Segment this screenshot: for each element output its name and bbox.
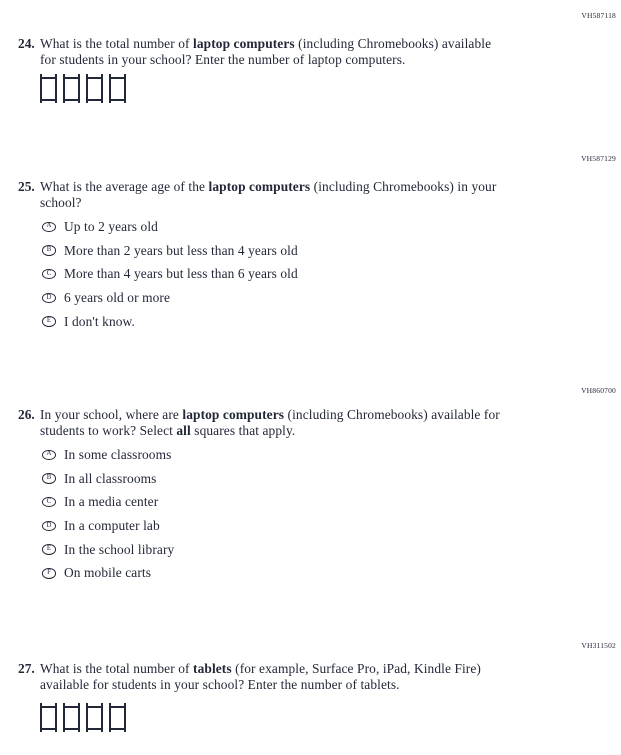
question-code: VH311502 (581, 641, 616, 650)
question-text (40, 661, 481, 692)
option-bubble-a[interactable] (42, 450, 56, 461)
option-bubble-f[interactable] (42, 568, 56, 579)
option-row (42, 443, 174, 467)
question-code: VH587118 (581, 11, 616, 20)
option-letter: E (46, 545, 52, 553)
option-letter: D (46, 521, 52, 529)
question-text (40, 36, 491, 67)
option-label: 6 years old or more (64, 290, 171, 306)
option-list (42, 215, 298, 333)
digit-entry-box[interactable] (86, 703, 103, 732)
digit-entry-box[interactable] (109, 703, 126, 732)
digit-entry-box[interactable] (63, 703, 80, 732)
option-bubble-a[interactable] (42, 222, 56, 233)
option-letter: A (46, 450, 52, 458)
question-stem (18, 179, 496, 210)
question-text-line: What is the average age of the laptop computers (including Chromebooks) in your (40, 179, 497, 194)
digit-entry-box[interactable] (109, 74, 126, 103)
question-stem (18, 36, 491, 67)
option-letter: C (46, 269, 52, 277)
question-number: 26. (18, 407, 35, 422)
digit-entry-box[interactable] (86, 74, 103, 103)
question-text-line: What is the total number of laptop computers (including Chromebooks) available (40, 36, 492, 51)
option-letter: B (46, 246, 52, 254)
question-number: 27. (18, 661, 35, 676)
option-letter: D (46, 293, 52, 301)
question-text-line: What is the total number of tablets (for example, Surface Pro, iPad, Kindle Fire) (40, 661, 481, 676)
option-list (42, 443, 174, 585)
question-text-line: students to work? Select all squares that apply. (40, 422, 296, 438)
option-row (42, 262, 298, 286)
question-text-line: school? (40, 194, 82, 210)
question-text (40, 407, 500, 438)
option-label: In the school library (64, 541, 175, 557)
option-label: More than 2 years but less than 4 years old (64, 242, 298, 258)
option-row (42, 286, 298, 310)
option-bubble-b[interactable] (42, 473, 56, 484)
question-code: VH587129 (581, 154, 616, 163)
option-row (42, 490, 174, 514)
digit-entry-box[interactable] (40, 703, 57, 732)
question-stem (18, 407, 500, 438)
question-number: 24. (18, 36, 35, 51)
digit-entry-box[interactable] (63, 74, 80, 103)
option-bubble-e[interactable] (42, 316, 56, 327)
option-bubble-d[interactable] (42, 521, 56, 532)
option-label: In all classrooms (64, 470, 157, 486)
option-label: In some classrooms (64, 447, 172, 463)
option-label: In a computer lab (64, 518, 160, 534)
option-letter: E (46, 317, 52, 325)
option-row (42, 467, 174, 491)
option-label: On mobile carts (64, 565, 152, 581)
option-bubble-d[interactable] (42, 293, 56, 304)
digit-entry-boxes (40, 74, 126, 103)
question-stem (18, 661, 481, 692)
question-text-line: available for students in your school? Enter the number of tablets. (40, 676, 400, 692)
question-text-line: In your school, where are laptop computers (including Chromebooks) available for (40, 407, 500, 422)
option-row (42, 310, 298, 334)
option-row (42, 561, 174, 585)
question-text-line: for students in your school? Enter the number of laptop computers. (40, 51, 406, 67)
option-bubble-b[interactable] (42, 245, 56, 256)
question-text (40, 179, 496, 210)
option-label: I don't know. (64, 313, 135, 329)
option-letter: C (46, 497, 52, 505)
option-row (42, 514, 174, 538)
option-letter: A (46, 222, 52, 230)
digit-entry-boxes (40, 703, 126, 732)
option-row (42, 215, 298, 239)
option-bubble-e[interactable] (42, 544, 56, 555)
option-bubble-c[interactable] (42, 269, 56, 280)
question-number: 25. (18, 179, 35, 194)
option-letter: F (47, 568, 51, 576)
option-label: More than 4 years but less than 6 years old (64, 266, 298, 282)
option-letter: B (46, 474, 52, 482)
option-row (42, 538, 174, 562)
option-bubble-c[interactable] (42, 497, 56, 508)
option-row (42, 239, 298, 263)
option-label: Up to 2 years old (64, 219, 158, 235)
option-label: In a media center (64, 494, 159, 510)
digit-entry-box[interactable] (40, 74, 57, 103)
question-code: VH860700 (581, 386, 616, 395)
